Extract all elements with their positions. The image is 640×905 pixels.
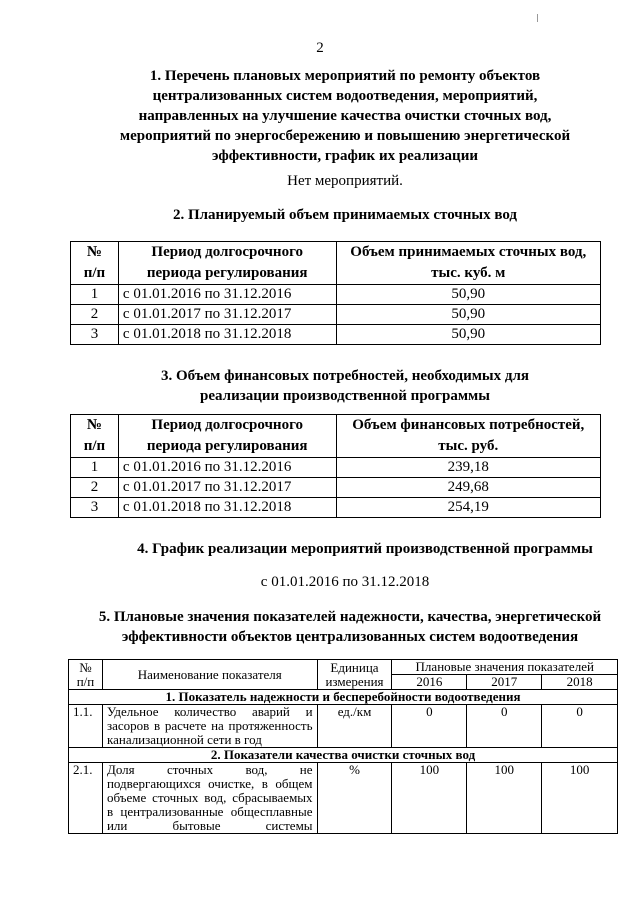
header-year: 2016 [392,675,467,690]
table-header-row [69,660,618,675]
section1-title-line: централизованных систем водоотведения, мероприятий, [152,88,538,104]
header-text: Единица [330,659,379,675]
header-indicator-name: Наименование показателя [102,660,317,690]
row-value: 100 [392,763,467,834]
section3-title-line: 3. Объем финансовых потребностей, необходимых для [160,368,530,384]
indicator-text-line: канализационной сети в год [106,732,262,747]
section1-title-line: мероприятий по энергосбережению и повышению энергетической [119,128,571,144]
header-unit [317,660,392,690]
table-header-row [71,242,601,285]
row-value: 50,90 [336,285,600,305]
header-text: № [79,659,92,675]
section1-title-line: 1. Перечень плановых мероприятий по ремонту объектов [149,68,541,84]
header-text: тыс. куб. м [431,265,506,281]
row-value: 249,68 [336,478,600,498]
header-period [118,415,336,458]
row-num: 3 [71,325,119,345]
header-year: 2017 [467,675,542,690]
header-year: 2018 [542,675,618,690]
header-finance [336,415,600,458]
row-period: с 01.01.2018 по 31.12.2018 [118,325,336,345]
row-num: 1.1. [69,705,103,748]
group-row [69,748,618,763]
header-text: п/п [76,673,95,689]
indicator-text-line: засоров в расчете на протяженность [106,718,313,733]
header-text: п/п [83,438,106,454]
section5-title [60,607,640,647]
header-text: № [86,417,102,433]
page-number: 2 [316,40,324,56]
section4-title: 4. График реализации мероприятий производственной программы [137,541,593,557]
section1-title-line: эффективности, график их реализации [212,148,478,164]
header-num [69,660,103,690]
row-value: 0 [467,705,542,748]
indicator-text-line: подвергающихся очистке, в общем [106,776,313,791]
section1-title-line: направленных на улучшение качества очистки сточных вод, [138,108,552,124]
section1-note: Нет мероприятий. [287,173,403,189]
table-row [71,498,601,518]
table-row [69,705,618,748]
row-value: 50,90 [336,305,600,325]
row-period: с 01.01.2017 по 31.12.2017 [118,305,336,325]
indicator-text-line: Доля сточных вод, не [106,762,313,777]
row-value: 0 [542,705,618,748]
header-num [71,242,119,285]
section5-title-line: эффективности объектов централизованных систем водоотведения [121,629,579,645]
row-indicator-name [102,705,317,748]
table-row [71,458,601,478]
section1-title [60,66,630,166]
header-text: № [86,244,102,260]
table-row [69,763,618,834]
group-row [69,690,618,705]
table-row [71,285,601,305]
row-period: с 01.01.2017 по 31.12.2017 [118,478,336,498]
row-value: 254,19 [336,498,600,518]
row-unit: ед./км [317,705,392,748]
section3-title [60,366,630,406]
row-value: 0 [392,705,467,748]
indicator-text-line: в централизованные общесплавные [106,804,313,819]
row-num: 1 [71,285,119,305]
section4-period: с 01.01.2016 по 31.12.2018 [260,574,430,590]
row-period: с 01.01.2016 по 31.12.2016 [118,458,336,478]
row-value: 100 [542,763,618,834]
header-text: периода регулирования [146,438,308,454]
section3-title-line: реализации производственной программы [200,388,490,404]
row-value: 239,18 [336,458,600,478]
indicator-text-line: объеме сточных вод, сбрасываемых [106,790,313,805]
header-volume [336,242,600,285]
row-value: 50,90 [336,325,600,345]
scan-mark [537,14,538,22]
row-num: 2 [71,478,119,498]
header-text: Объем принимаемых сточных вод, [350,244,587,260]
group-title: 2. Показатели качества очистки сточных вод [69,748,618,763]
header-text: тыс. руб. [438,438,499,454]
header-text: измерения [325,673,384,689]
section5-table [68,659,618,834]
header-text: Период долгосрочного [151,244,304,260]
row-num: 2 [71,305,119,325]
header-text: Объем финансовых потребностей, [352,417,585,433]
indicator-text-line: Удельное количество аварий и [106,704,313,719]
header-text: Период долгосрочного [151,417,304,433]
header-text: п/п [83,265,106,281]
section3-table [70,414,601,518]
row-value: 100 [467,763,542,834]
row-unit: % [317,763,392,834]
header-text: периода регулирования [146,265,308,281]
row-num: 1 [71,458,119,478]
row-period: с 01.01.2016 по 31.12.2016 [118,285,336,305]
section2-title: 2. Планируемый объем принимаемых сточных вод [172,207,518,223]
table-header-row [71,415,601,458]
row-num: 2.1. [69,763,103,834]
indicator-text-line: или бытовые системы [106,818,313,833]
section5-title-line: 5. Плановые значения показателей надежности, качества, энергетической [98,609,602,625]
table-row [71,478,601,498]
row-period: с 01.01.2018 по 31.12.2018 [118,498,336,518]
section2-table [70,241,601,345]
header-num [71,415,119,458]
row-indicator-name [102,763,317,834]
header-plan-values: Плановые значения показателей [392,660,618,675]
group-title: 1. Показатель надежности и бесперебойности водоотведения [69,690,618,705]
header-period [118,242,336,285]
table-row [71,305,601,325]
row-num: 3 [71,498,119,518]
table-row [71,325,601,345]
